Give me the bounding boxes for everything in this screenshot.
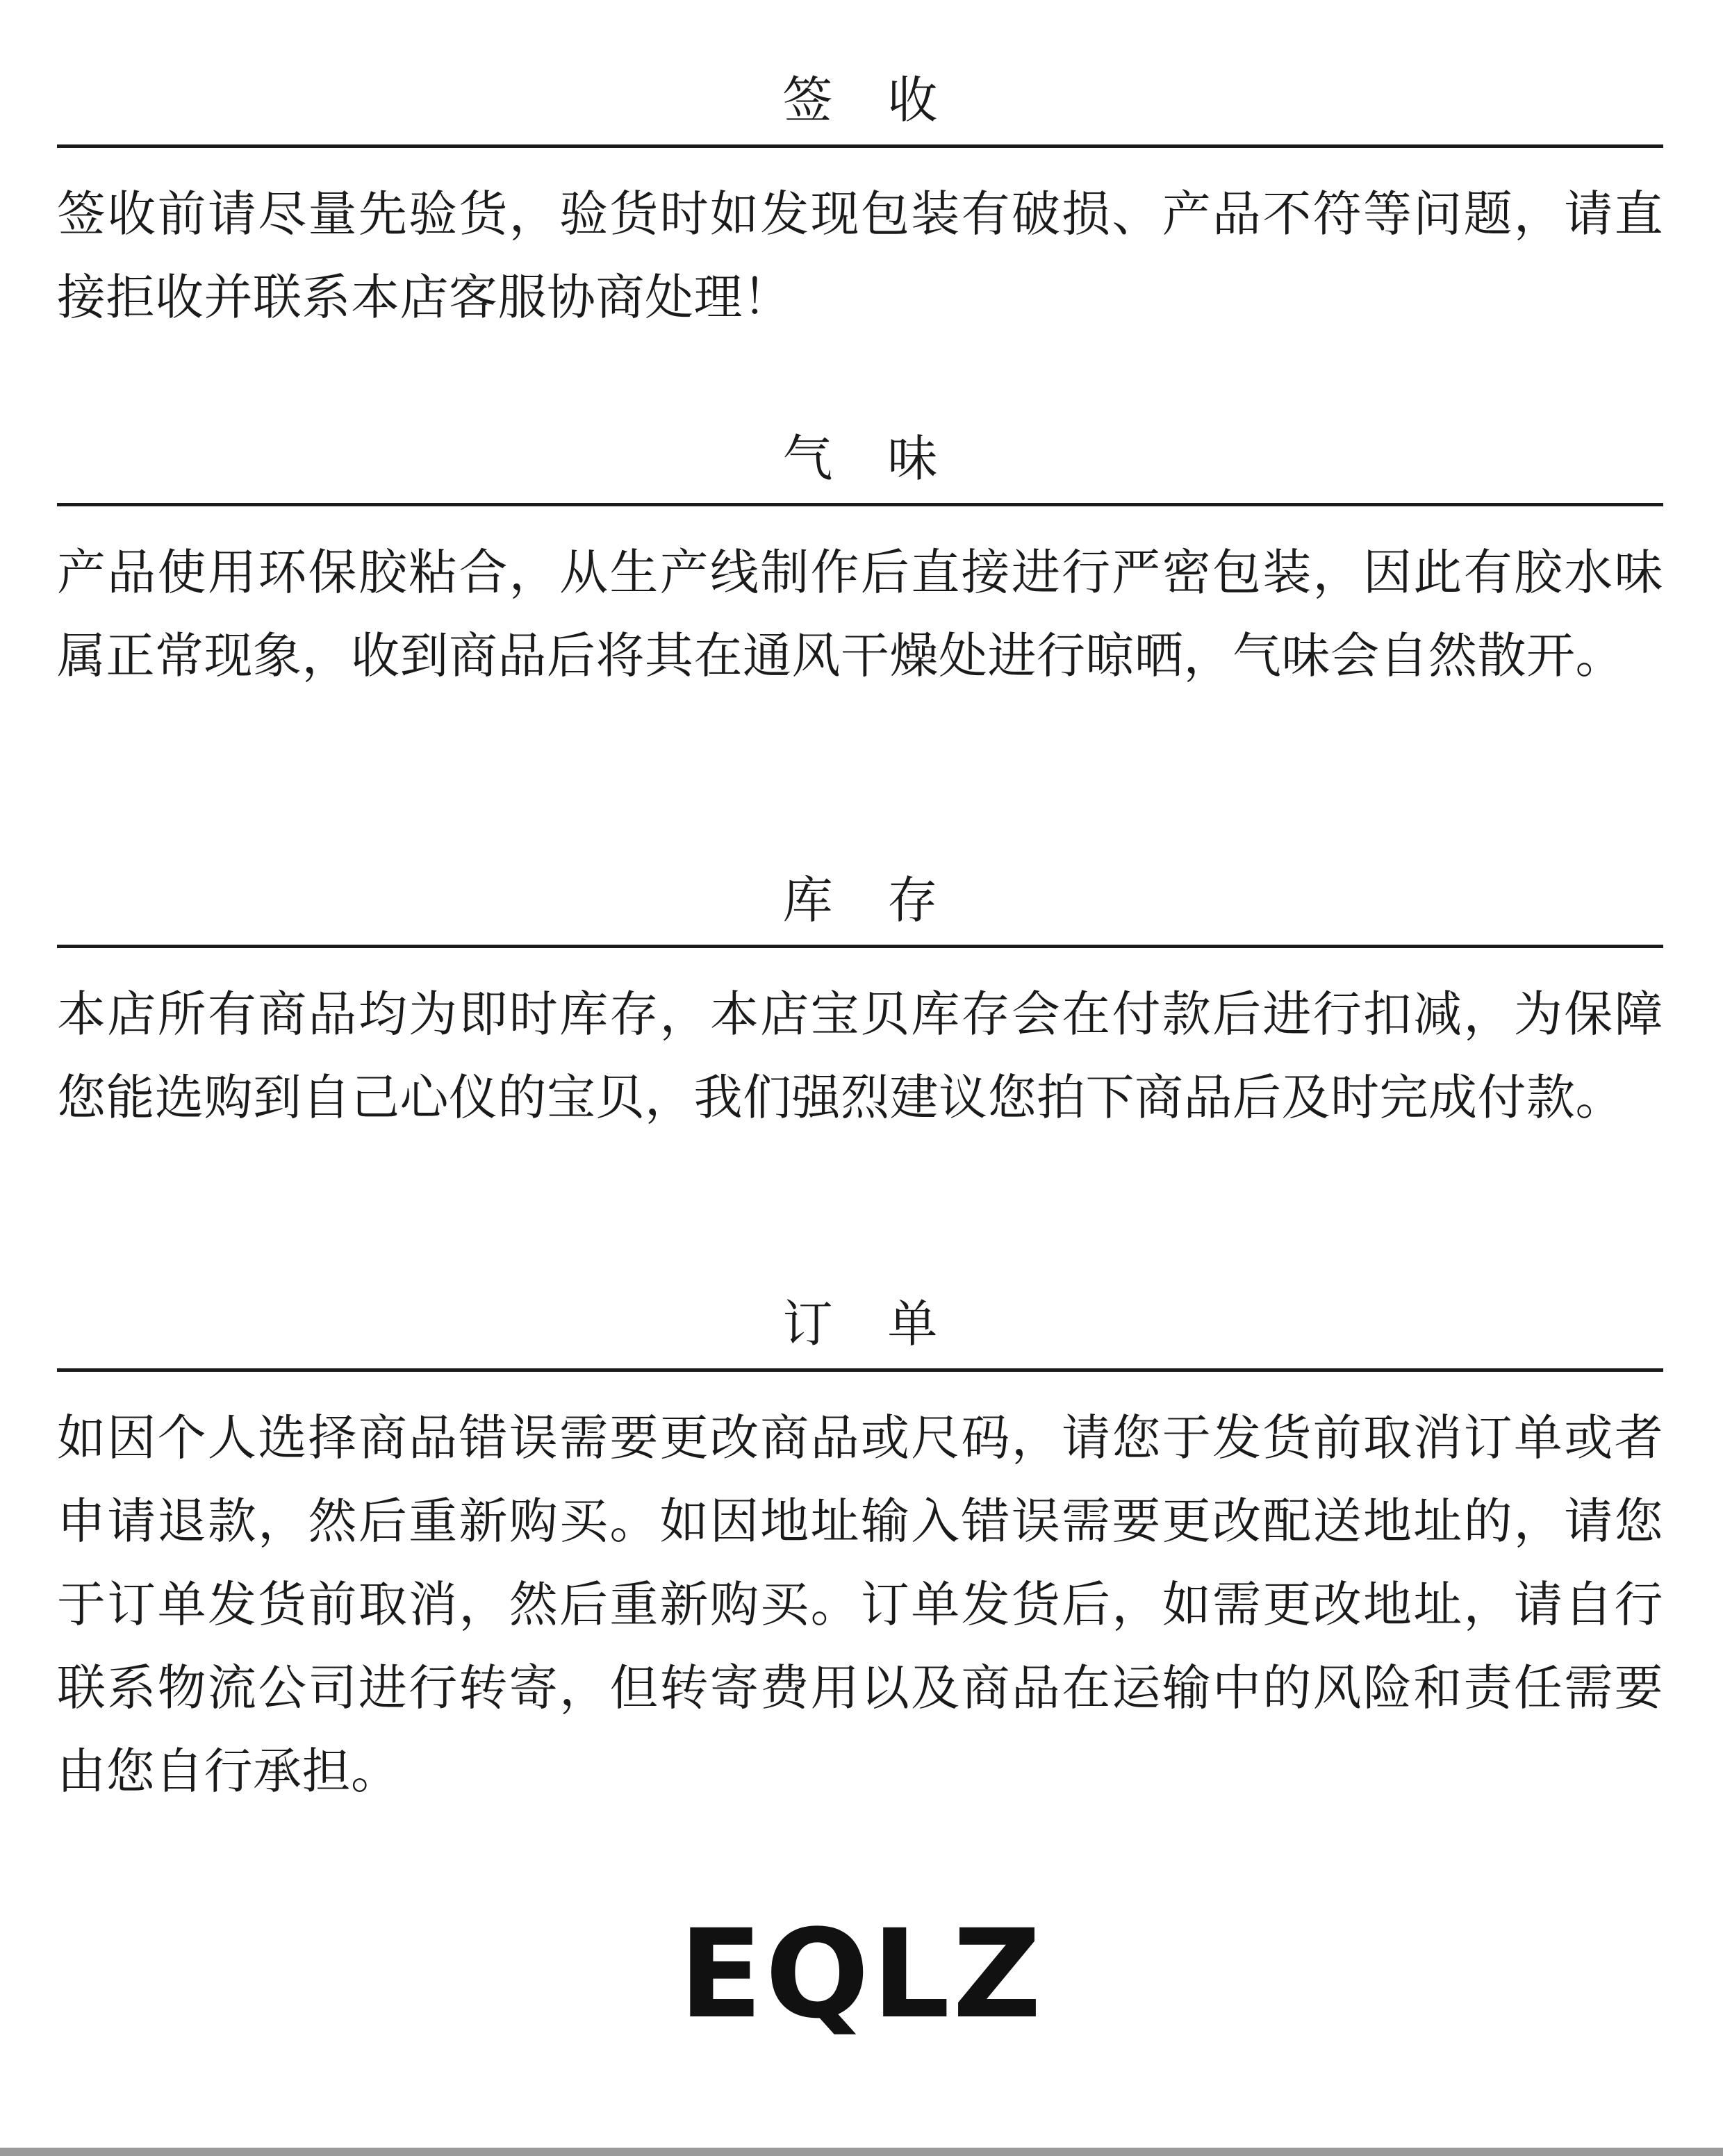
- section-title-order: 订 单: [782, 1295, 957, 1353]
- section-body-smell: 产品使用环保胶粘合，从生产线制作后直接进行严密包装，因此有胶水味属正常现象，收到商品后将其在通风干燥处进行晾晒，气味会自然散开。: [57, 544, 1663, 684]
- section-body-stock: 本店所有商品均为即时库存，本店宝贝库存会在付款后进行扣减，为保障您能选购到自己心仪的宝贝，我们强烈建议您拍下商品后及时完成付款。: [57, 986, 1663, 1126]
- bottom-border: [0, 2148, 1723, 2156]
- section-divider: [57, 144, 1663, 148]
- section-title-smell: 气 味: [782, 429, 957, 488]
- section-body-signing: 签收前请尽量先验货，验货时如发现包装有破损、产品不符等问题，请直接拒收并联系本店客服协商处理！: [57, 185, 1663, 326]
- section-title-signing: 签 收: [782, 71, 957, 129]
- section-title-stock: 库 存: [782, 871, 957, 929]
- section-divider: [57, 503, 1663, 506]
- section-divider: [57, 945, 1663, 948]
- section-body-order: 如因个人选择商品错误需要更改商品或尺码，请您于发货前取消订单或者申请退款，然后重新购买。如因地址输入错误需要更改配送地址的，请您于订单发货前取消，然后重新购买。订单发货后，如需更改地址，请自行联系物流公司进行转寄，但转寄费用以及商品在运输中的风险和责任需要由您自行承担。: [57, 1409, 1663, 1800]
- brand-logo: EQLZ: [679, 1903, 1044, 2046]
- section-divider: [57, 1368, 1663, 1372]
